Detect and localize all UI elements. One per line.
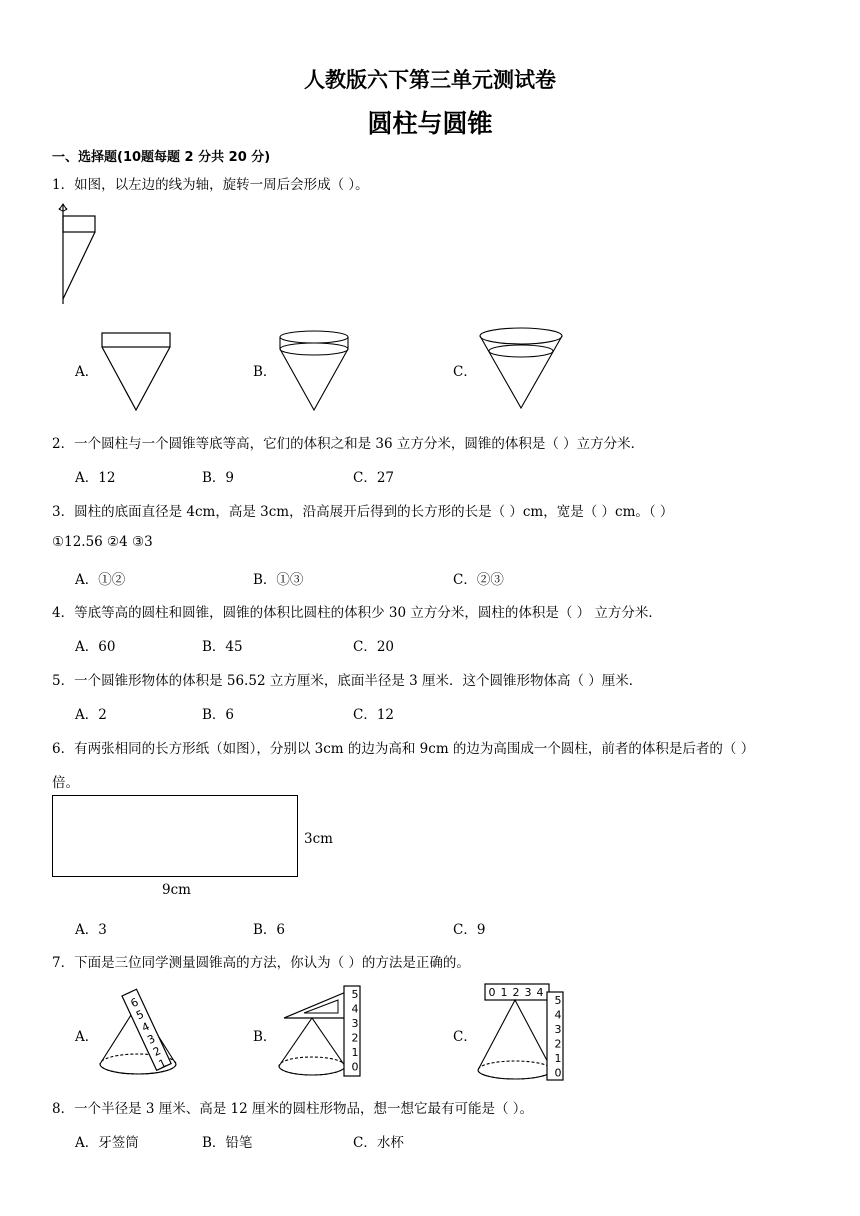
question-7-option-a[interactable]: A． [75,1029,99,1045]
question-3-choices: ①12.56 ②4 ③3 [52,534,153,550]
ruler-b-label-5: 0 [351,1060,359,1074]
question-7-option-c[interactable]: C． [453,1029,477,1045]
ruler-c-label-5: 0 [554,1066,562,1080]
question-7-option-c-figure [475,982,575,1080]
ruler-c-top-label-4: 4 [536,986,544,999]
question-6-text-cont: 倍。 [52,775,79,791]
question-6-option-a[interactable]: A．3 [75,922,107,938]
question-1-option-a-figure [100,332,172,412]
ruler-c-label-4: 1 [554,1052,562,1065]
page-title: 人教版六下第三单元测试卷 [304,68,556,92]
ruler-a-label-4: 2 [151,1044,163,1059]
ruler-b-label-3: 2 [351,1031,359,1045]
question-3-option-a[interactable]: A．①② [75,572,126,588]
question-4-option-b[interactable]: B．45 [202,639,243,655]
ruler-a-label-1: 5 [134,1007,147,1023]
page-subtitle: 圆柱与圆锥 [367,109,493,138]
question-7-text: 7．下面是三位同学测量圆锥高的方法，你认为（ ）的方法是正确的。 [52,955,470,971]
question-1-figure [55,204,105,304]
question-7-option-a-figure [98,982,198,1077]
question-2-option-a[interactable]: A．12 [75,470,116,486]
ruler-b-label-0: 5 [351,988,359,1001]
question-6-text: 6．有两张相同的长方形纸（如图），分别以 3cm 的边为高和 9cm 的边为高围成一个圆柱，前者的体积是后者的（ ） [52,741,755,757]
question-8-option-b[interactable]: B．铅笔 [202,1135,253,1151]
question-3-text: 3．圆柱的底面直径是 4cm，高是 3cm，沿高展开后得到的长方形的长是（ ）cm，宽是（ ）cm。（ ） [52,504,674,520]
question-8-option-c[interactable]: C．水杯 [353,1135,404,1151]
ruler-a-label-2: 4 [139,1019,152,1035]
question-5-option-c[interactable]: C．12 [353,707,395,723]
ruler-c-label-3: 2 [554,1037,562,1051]
question-5-option-a[interactable]: A．2 [75,707,107,723]
ruler-a-label-0: 6 [128,995,141,1011]
question-6-bottom-label: 9cm [162,882,191,898]
question-8-text: 8．一个半径是 3 厘米、高是 12 厘米的圆柱形物品，想一想它最有可能是（ ）。 [52,1101,534,1117]
question-1-option-b[interactable]: B． [253,364,277,380]
question-1-option-c[interactable]: C． [453,364,477,380]
question-3-option-c[interactable]: C．②③ [453,572,504,588]
question-5-option-b[interactable]: B．6 [202,707,235,723]
ruler-c-top-label-1: 1 [500,986,508,999]
question-1-option-a[interactable]: A． [75,364,99,380]
question-3-option-b[interactable]: B．①③ [253,572,304,588]
question-8-option-a[interactable]: A．牙签筒 [75,1135,139,1151]
question-1-option-c-figure [478,326,564,410]
question-4-option-c[interactable]: C．20 [353,639,395,655]
question-4-text: 4．等底等高的圆柱和圆锥，圆锥的体积比圆柱的体积少 30 立方分米，圆柱的体积是（ ） 立方分米． [52,605,662,621]
question-2-text: 2．一个圆柱与一个圆锥等底等高，它们的体积之和是 36 立方分米，圆锥的体积是（ ）立方分米． [52,436,645,452]
ruler-b-label-1: 4 [351,1002,359,1016]
section-heading: 一、选择题(10题每题 2 分共 20 分) [52,150,271,165]
ruler-b-label-2: 3 [351,1017,359,1030]
ruler-a-label-3: 3 [145,1032,158,1047]
question-4-option-a[interactable]: A．60 [75,639,116,655]
question-1-text: 1．如图，以左边的线为轴，旋转一周后会形成（ ）。 [52,177,369,193]
question-5-text: 5．一个圆锥形物体的体积是 56.52 立方厘米，底面半径是 3 厘米．这个圆锥形物体高（ ）厘米． [52,673,643,689]
ruler-c-top-label-3: 3 [524,986,532,999]
question-6-option-c[interactable]: C．9 [453,922,486,938]
ruler-b-label-4: 1 [351,1046,359,1059]
ruler-c-label-1: 4 [554,1008,562,1022]
question-6-rectangle [52,795,298,877]
question-2-option-b[interactable]: B．9 [202,470,235,486]
question-6-side-label: 3cm [304,831,333,847]
ruler-c-label-2: 3 [554,1023,562,1036]
question-6-option-b[interactable]: B．6 [253,922,286,938]
question-1-option-b-figure [277,330,351,412]
question-7-option-b-figure [278,982,368,1077]
ruler-c-label-0: 5 [554,994,562,1007]
question-7-option-b[interactable]: B． [253,1029,277,1045]
ruler-c-top-label-0: 0 [488,986,496,999]
ruler-c-top-label-2: 2 [512,986,520,999]
ruler-a-label-5: 1 [156,1056,169,1072]
question-2-option-c[interactable]: C．27 [353,470,395,486]
